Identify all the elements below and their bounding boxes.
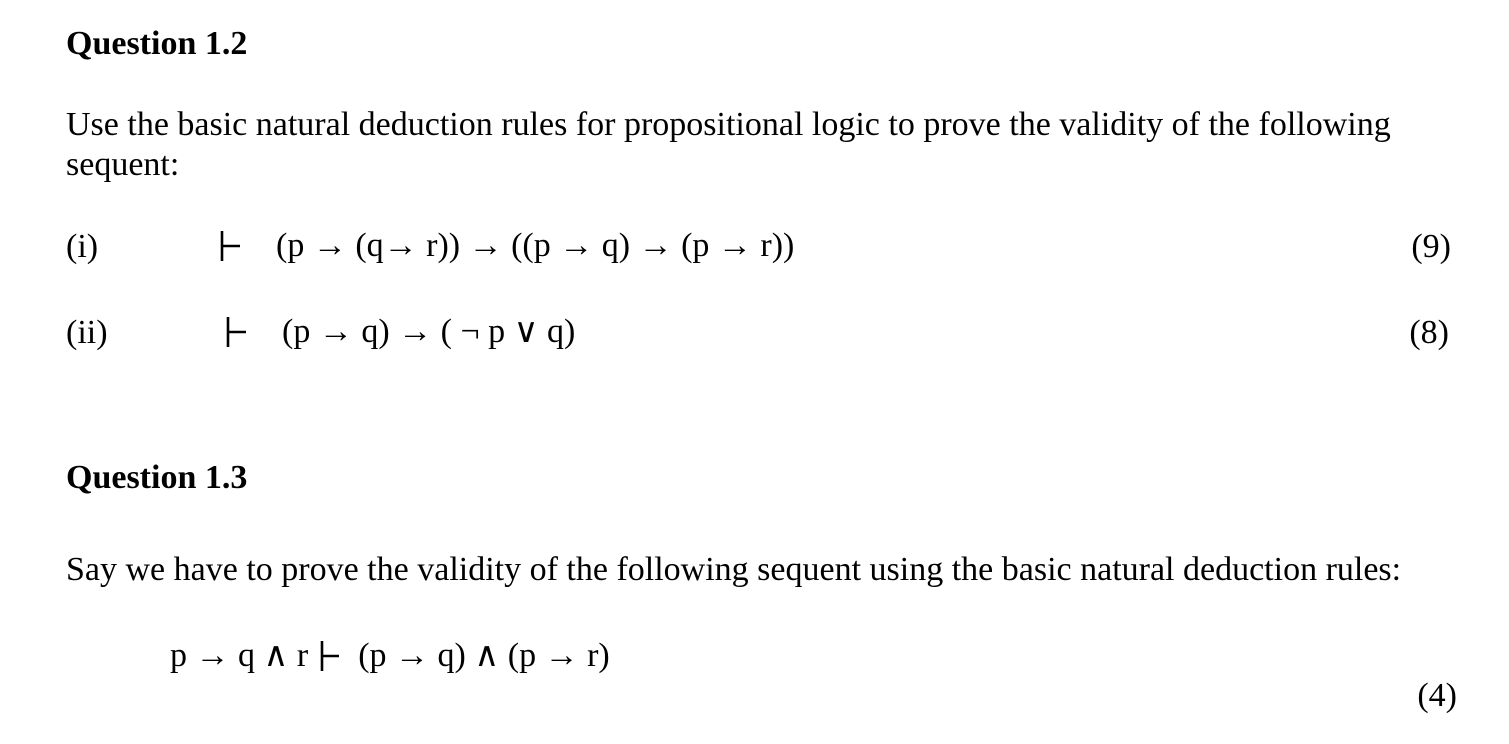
item-i-sequent — [218, 226, 794, 266]
item-ii-label: (ii) — [66, 314, 108, 351]
question-1-3-sequent — [170, 636, 610, 676]
turnstile-icon — [224, 313, 252, 351]
item-ii-marks: (8) — [1409, 314, 1449, 351]
turnstile-icon — [318, 637, 344, 675]
question-1-2-heading: Question 1.2 — [66, 25, 248, 62]
question-1-3-intro: Say we have to prove the validity of the following sequent using the basic natural deduction rules: — [66, 551, 1402, 588]
item-ii-sequent — [224, 312, 575, 352]
question-1-3-conclusion: (p → q) ∧ (p → r) — [358, 637, 610, 674]
item-i-marks: (9) — [1411, 228, 1451, 265]
question-1-3-marks: (4) — [1417, 677, 1457, 714]
item-ii-formula: (p → q) → ( ¬ p ∨ q) — [282, 313, 576, 350]
question-1-2-intro-line-2: sequent: — [66, 146, 180, 183]
question-1-3-heading: Question 1.3 — [66, 459, 248, 496]
question-1-2-intro-line-1: Use the basic natural deduction rules for propositional logic to prove the validity of the following — [66, 106, 1391, 143]
turnstile-icon — [218, 227, 246, 265]
item-i-formula: (p → (q→ r)) → ((p → q) → (p → r)) — [276, 227, 795, 264]
item-i-label: (i) — [66, 228, 99, 265]
question-1-3-premise: p → q ∧ r — [170, 637, 309, 674]
